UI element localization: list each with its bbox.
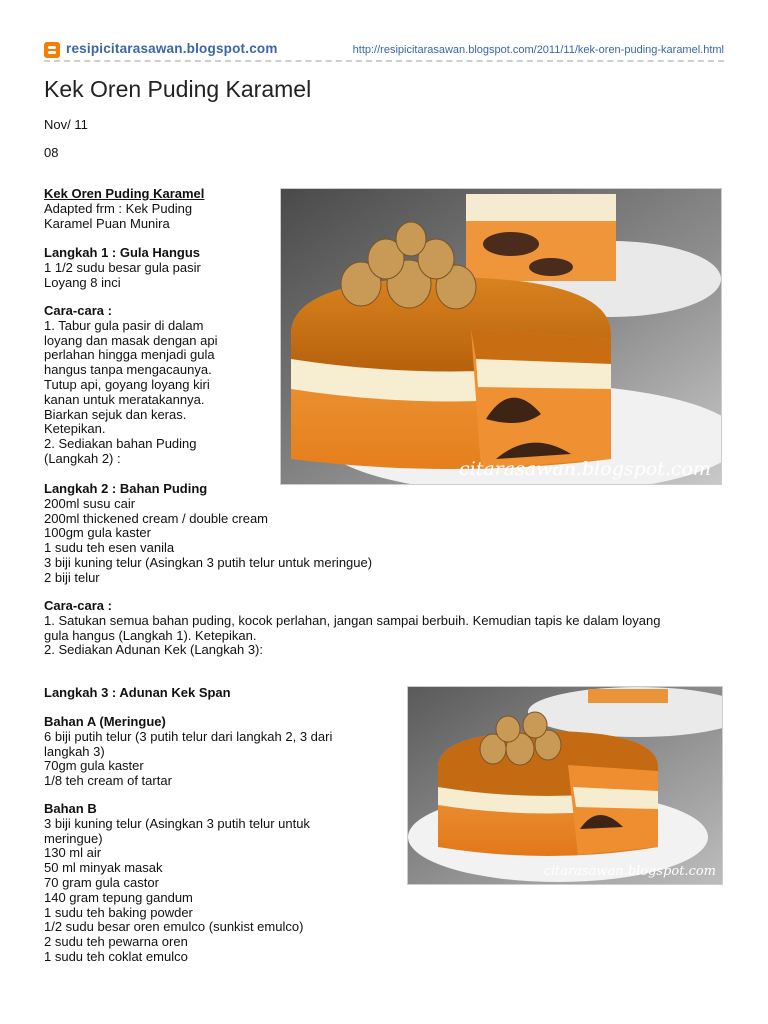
method2-block	[44, 599, 660, 658]
method1-heading: Cara-cara :	[44, 303, 112, 318]
step2-heading: Langkah 2 : Bahan Puding	[44, 481, 208, 496]
method1-line: hangus tanpa mengacaunya.	[44, 362, 212, 378]
cake-photo-large	[280, 188, 722, 485]
step1-block	[44, 246, 201, 290]
intro-line: Karamel Puan Munira	[44, 215, 170, 231]
bahanA-block	[44, 715, 332, 789]
method1-line: kanan untuk meratakannya.	[44, 391, 205, 407]
bahanA-line: 6 biji putih telur (3 putih telur dari langkah 2, 3 dari	[44, 728, 333, 744]
method2-line: 1. Satukan semua bahan puding, kocok perlahan, jangan sampai berbuih. Kemudian tapis ke dalam loyang	[44, 612, 661, 628]
bahanB-line: 70 gram gula castor	[44, 874, 159, 890]
step2-line: 200ml susu cair	[44, 495, 136, 511]
bahanB-heading: Bahan B	[44, 801, 97, 816]
step1-heading: Langkah 1 : Gula Hangus	[44, 245, 201, 260]
site-name-link[interactable]: resipicitarasawan.blogspot.com	[66, 41, 278, 56]
post-date-month: Nov/ 11	[44, 117, 88, 132]
bahanB-line: 1 sudu teh coklat emulco	[44, 948, 188, 964]
method2-line: 2. Sediakan Adunan Kek (Langkah 3):	[44, 642, 263, 658]
method2-heading: Cara-cara :	[44, 598, 112, 613]
step3-heading: Langkah 3 : Adunan Kek Span	[44, 685, 231, 700]
step1-line: 1 1/2 sudu besar gula pasir	[44, 259, 201, 275]
cake-photo-small	[407, 686, 723, 885]
bahanA-heading: Bahan A (Meringue)	[44, 714, 166, 729]
method1-block	[44, 304, 217, 467]
post-title: Kek Oren Puding Karamel	[44, 76, 312, 102]
method1-line: loyang dan masak dengan api	[44, 332, 218, 348]
bahanB-line: 130 ml air	[44, 845, 102, 861]
bahanB-line: 1 sudu teh baking powder	[44, 904, 193, 920]
post-url-link[interactable]: http://resipicitarasawan.blogspot.com/2011/11/kek-oren-puding-karamel.html	[352, 44, 724, 56]
method1-line: (Langkah 2) :	[44, 450, 121, 466]
method2-line: gula hangus (Langkah 1). Ketepikan.	[44, 627, 257, 643]
step2-block	[44, 482, 372, 586]
page-header	[44, 38, 724, 62]
step3-block	[44, 686, 231, 701]
header-divider	[44, 60, 724, 62]
post-date-day: 08	[44, 145, 59, 160]
photo-watermark: citarasawan.blogspot.com	[543, 864, 716, 879]
method1-line: Ketepikan.	[44, 421, 106, 437]
bahanB-line: 3 biji kuning telur (Asingkan 3 putih telur untuk	[44, 815, 310, 831]
bahanA-line: langkah 3)	[44, 743, 105, 759]
method1-line: Tutup api, goyang loyang kiri	[44, 376, 210, 392]
step2-line: 2 biji telur	[44, 569, 100, 585]
bahanA-line: 70gm gula kaster	[44, 758, 144, 774]
intro-line: Adapted frm : Kek Puding	[44, 200, 193, 216]
bahanB-line: 2 sudu teh pewarna oren	[44, 934, 188, 950]
step1-line: Loyang 8 inci	[44, 274, 121, 290]
step2-line: 1 sudu teh esen vanila	[44, 540, 175, 556]
method1-line: Biarkan sejuk dan keras.	[44, 406, 187, 422]
step2-line: 200ml thickened cream / double cream	[44, 510, 269, 526]
step2-line: 3 biji kuning telur (Asingkan 3 putih telur untuk meringue)	[44, 554, 373, 570]
bahanB-block	[44, 802, 310, 965]
bahanB-line: 140 gram tepung gandum	[44, 889, 193, 905]
bahanB-line: 50 ml minyak masak	[44, 860, 163, 876]
step2-line: 100gm gula kaster	[44, 525, 151, 541]
photo-watermark: citarasawan.blogspot.com	[458, 458, 711, 480]
method1-line: 2. Sediakan bahan Puding	[44, 436, 197, 452]
bahanB-line: 1/2 sudu besar oren emulco (sunkist emulco)	[44, 919, 304, 935]
bahanB-line: meringue)	[44, 830, 103, 846]
bahanA-line: 1/8 teh cream of tartar	[44, 773, 172, 789]
recipe-heading: Kek Oren Puding Karamel	[44, 186, 205, 201]
intro-block	[44, 187, 204, 231]
method1-line: 1. Tabur gula pasir di dalam	[44, 317, 204, 333]
blogger-icon	[44, 42, 60, 58]
method1-line: perlahan hingga menjadi gula	[44, 347, 215, 363]
